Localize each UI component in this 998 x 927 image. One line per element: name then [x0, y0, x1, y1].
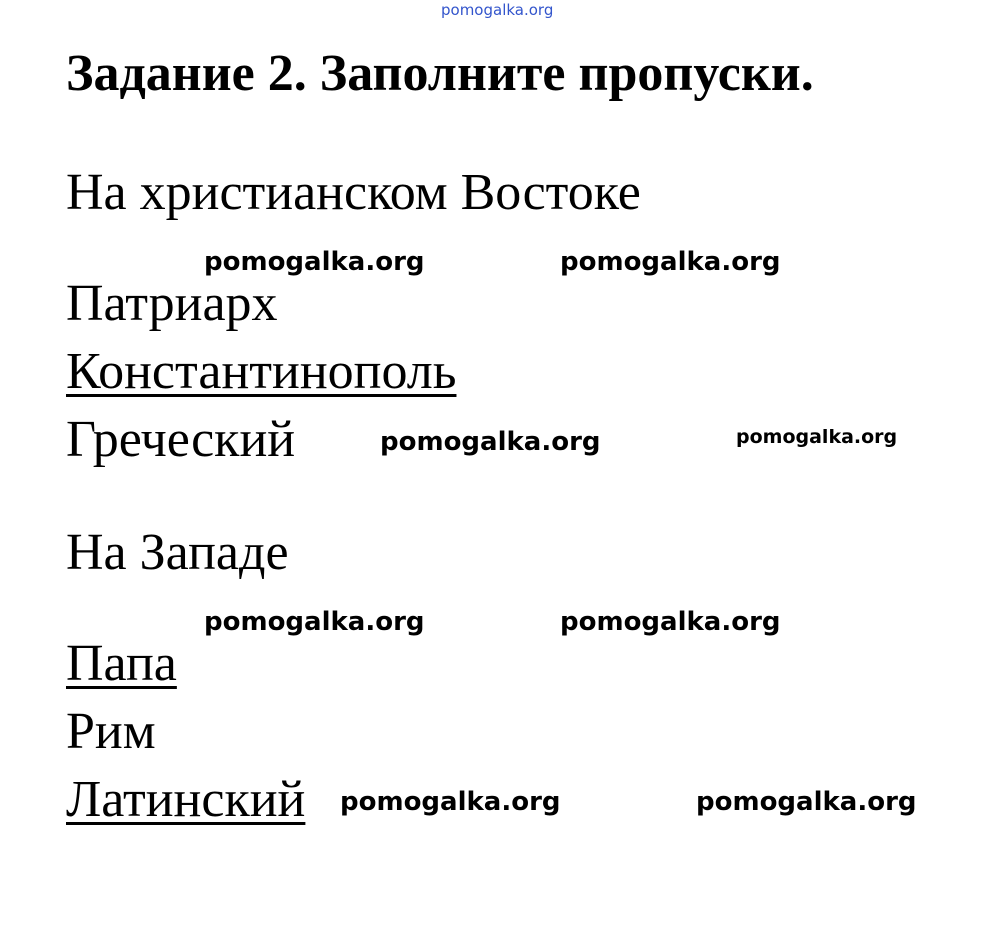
west-center-answer: Рим — [66, 703, 156, 760]
west-language-answer: Латинский — [66, 771, 306, 828]
watermark: pomogalka.org — [340, 787, 561, 817]
watermark: pomogalka.org — [736, 426, 898, 448]
watermark: pomogalka.org — [204, 607, 425, 637]
task-title: Задание 2. Заполните пропуски. — [66, 45, 814, 102]
watermark: pomogalka.org — [696, 787, 917, 817]
watermark: pomogalka.org — [204, 247, 425, 277]
west-head-answer: Папа — [66, 635, 177, 692]
west-heading: На Западе — [66, 524, 289, 581]
watermark: pomogalka.org — [380, 427, 601, 457]
east-language-answer: Греческий — [66, 411, 296, 468]
east-heading: На христианском Востоке — [66, 164, 641, 221]
east-head-answer: Патриарх — [66, 275, 278, 332]
east-center-answer: Константинополь — [66, 343, 457, 400]
watermark-top: pomogalka.org — [441, 1, 554, 19]
watermark: pomogalka.org — [560, 247, 781, 277]
watermark: pomogalka.org — [560, 607, 781, 637]
